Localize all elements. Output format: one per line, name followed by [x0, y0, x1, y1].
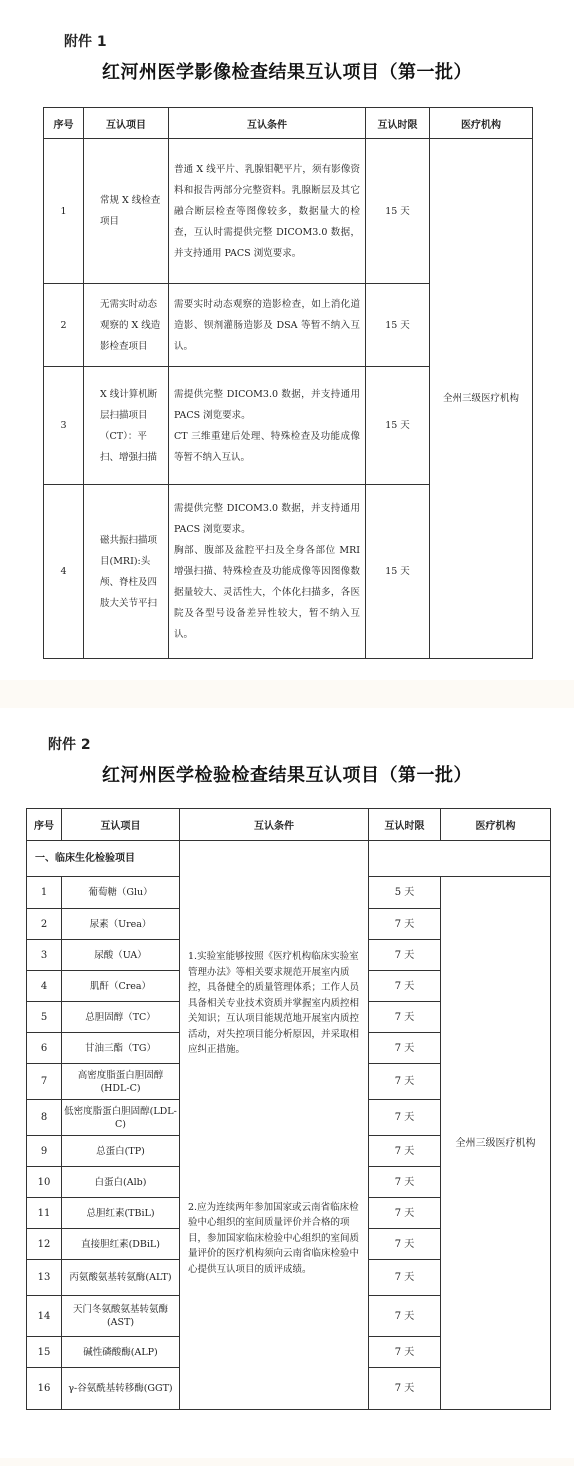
- header-institution: 医疗机构: [430, 108, 533, 139]
- row-item: 总胆红素(TBiL): [62, 1198, 180, 1229]
- row-no: 15: [27, 1337, 62, 1368]
- attachment-label: 附件 2: [48, 737, 91, 753]
- lab-mutual-recognition-table: [26, 808, 551, 1410]
- row-no: 3: [27, 940, 62, 971]
- row-period: 7 天: [369, 1033, 441, 1064]
- attachment-label: 附件 1: [64, 34, 107, 50]
- row-period: 7 天: [369, 1136, 441, 1167]
- row-no: 3: [44, 367, 84, 485]
- row-item: 高密度脂蛋白胆固醇(HDL-C): [62, 1064, 180, 1100]
- row-period: 15 天: [366, 284, 430, 367]
- attachment-1-page: [0, 0, 574, 680]
- row-period: 5 天: [369, 877, 441, 909]
- imaging-mutual-recognition-table: [43, 107, 533, 659]
- row-no: 5: [27, 1002, 62, 1033]
- institution-cell: 全州三级医疗机构: [430, 139, 533, 659]
- header-no: 序号: [44, 108, 84, 139]
- row-no: 7: [27, 1064, 62, 1100]
- row-period: 7 天: [369, 1229, 441, 1260]
- document-title: 红河州医学检验检查结果互认项目（第一批）: [102, 765, 472, 786]
- condition-text: CT 三维重建后处理、特殊检查及功能成像等暂不纳入互认。: [174, 430, 360, 463]
- row-period: 15 天: [366, 139, 430, 284]
- row-no: 4: [27, 971, 62, 1002]
- row-period: 7 天: [369, 1064, 441, 1100]
- section-row: [27, 841, 551, 877]
- row-item: 甘油三酯（TG）: [62, 1033, 180, 1064]
- condition-text: 需提供完整 DICOM3.0 数据，并支持通用 PACS 浏览要求。: [174, 388, 360, 421]
- header-institution: 医疗机构: [441, 809, 551, 841]
- row-period: 7 天: [369, 909, 441, 940]
- row-item: 肌酐（Crea）: [62, 971, 180, 1002]
- row-item: 磁共振扫描项目(MRI):头颅、脊柱及四肢大关节平扫: [84, 485, 169, 659]
- row-no: 12: [27, 1229, 62, 1260]
- condition-text: 需提供完整 DICOM3.0 数据，并支持通用 PACS 浏览要求。: [174, 503, 360, 535]
- row-item: 总胆固醇（TC）: [62, 1002, 180, 1033]
- condition-text: 普通 X 线平片、乳腺钼靶平片，须有影像资料和报告两部分完整资料。乳腺断层及其它融合断层检查等图像较多，数据量大的检查，互认时需提供完整 DICOM3.0 数据，并支持通用 PACS 浏览要求。: [174, 163, 360, 259]
- section-heading: 一、临床生化检验项目: [27, 841, 180, 877]
- row-period: 7 天: [369, 1100, 441, 1136]
- row-period: 15 天: [366, 485, 430, 659]
- row-period: 7 天: [369, 1368, 441, 1410]
- institution-cell: 全州三级医疗机构: [441, 877, 551, 1410]
- row-no: 14: [27, 1296, 62, 1337]
- header-period: 互认时限: [369, 809, 441, 841]
- header-item: 互认项目: [62, 809, 180, 841]
- row-item: 葡萄糖（Glu）: [62, 877, 180, 909]
- row-no: 2: [44, 284, 84, 367]
- row-item: 无需实时动态观察的 X 线造影检查项目: [84, 284, 169, 367]
- row-no: 9: [27, 1136, 62, 1167]
- row-period: 7 天: [369, 1260, 441, 1296]
- row-item: 低密度脂蛋白胆固醇(LDL-C): [62, 1100, 180, 1136]
- row-item: 直接胆红素(DBiL): [62, 1229, 180, 1260]
- row-no: 10: [27, 1167, 62, 1198]
- condition-text: 2.应为连续两年参加国家或云南省临床检验中心组织的室间质量评价并合格的项目，参加国家临床检验中心组织的室间质量评价的医疗机构须向云南省临床检验中心提供互认项目的质评成绩。: [188, 1201, 360, 1275]
- row-item: 尿酸（UA）: [62, 940, 180, 971]
- row-item: 常规 X 线检查项目: [84, 139, 169, 284]
- row-condition: [169, 485, 366, 659]
- section-blank-cell: [369, 841, 551, 877]
- condition-text: 胸部、腹部及盆腔平扫及全身各部位 MRI 增强扫描、特殊检查及功能成像等因图像数据量较大、灵活性大，个体化扫描多，各医院及各型号设备差异性较大，暂不纳入互认。: [174, 545, 360, 640]
- row-no: 8: [27, 1100, 62, 1136]
- row-no: 4: [44, 485, 84, 659]
- row-condition: [169, 367, 366, 485]
- table-row: [44, 139, 533, 284]
- row-condition: [169, 139, 366, 284]
- row-item: 白蛋白(Alb): [62, 1167, 180, 1198]
- row-period: 7 天: [369, 940, 441, 971]
- header-no: 序号: [27, 809, 62, 841]
- header-condition: 互认条件: [180, 809, 369, 841]
- condition-text: 1.实验室能够按照《医疗机构临床实验室管理办法》等相关要求规范开展室内质控，具备健全的质量管理体系；工作人员具备相关专业技术资质并掌握室内质控相关知识；互认项目能规范地开展室内质控活动，对失控项目能分析原因，并采取相应纠正措施。: [188, 951, 360, 1055]
- row-item: γ-谷氨酰基转移酶(GGT): [62, 1368, 180, 1410]
- row-no: 1: [44, 139, 84, 284]
- row-no: 2: [27, 909, 62, 940]
- header-period: 互认时限: [366, 108, 430, 139]
- row-item: X 线计算机断层扫描项目（CT）：平扫、增强扫描: [84, 367, 169, 485]
- row-no: 13: [27, 1260, 62, 1296]
- row-condition: [180, 841, 369, 1410]
- header-item: 互认项目: [84, 108, 169, 139]
- header-condition: 互认条件: [169, 108, 366, 139]
- table-header-row: [44, 108, 533, 139]
- document-title: 红河州医学影像检查结果互认项目（第一批）: [102, 62, 472, 83]
- condition-text: 需要实时动态观察的造影检查，如上消化道造影、钡剂灌肠造影及 DSA 等暂不纳入互认。: [174, 298, 360, 352]
- row-condition: [169, 284, 366, 367]
- row-item: 丙氨酸氨基转氨酶(ALT): [62, 1260, 180, 1296]
- table-header-row: [27, 809, 551, 841]
- row-period: 7 天: [369, 1167, 441, 1198]
- row-item: 碱性磷酸酶(ALP): [62, 1337, 180, 1368]
- row-no: 6: [27, 1033, 62, 1064]
- row-period: 7 天: [369, 1296, 441, 1337]
- row-period: 7 天: [369, 1198, 441, 1229]
- row-item: 总蛋白(TP): [62, 1136, 180, 1167]
- row-no: 11: [27, 1198, 62, 1229]
- row-no: 1: [27, 877, 62, 909]
- row-item: 尿素（Urea）: [62, 909, 180, 940]
- row-period: 7 天: [369, 1337, 441, 1368]
- row-period: 15 天: [366, 367, 430, 485]
- row-period: 7 天: [369, 971, 441, 1002]
- row-period: 7 天: [369, 1002, 441, 1033]
- row-no: 16: [27, 1368, 62, 1410]
- row-item: 天门冬氨酸氨基转氨酶(AST): [62, 1296, 180, 1337]
